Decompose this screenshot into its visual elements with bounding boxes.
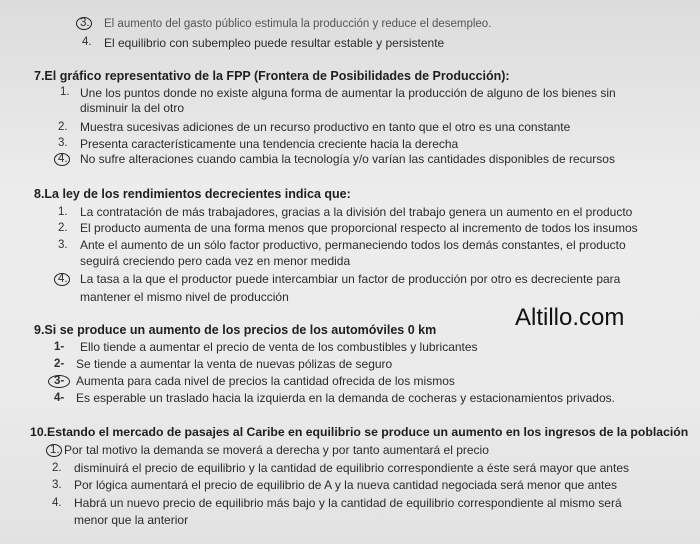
item-text: Por tal motivo la demanda se moverá a derecha y por tanto aumentará el precio [64,443,489,457]
item-text: El equilibrio con subempleo puede resultar estable y persistente [104,36,445,50]
item-number: 3. [58,137,68,149]
item-text-continued: mantener el mismo nivel de producción [80,290,289,304]
question-9-title: 9.Si se produce un aumento de los precios de los automóviles 0 km [34,323,437,337]
question-8-title: 8.La ley de los rendimientos decrecientes indica que: [34,187,351,201]
item-number: 1- [54,341,65,353]
item-number: 3. [80,17,90,29]
item-text: La contratación de más trabajadores, gracias a la división del trabajo genera un aumento en el producto [80,205,633,219]
item-number: 3- [54,375,65,387]
item-number: 4. [82,36,92,48]
item-text-continued: seguirá creciendo pero cada vez en menor medida [80,254,351,268]
item-text: La tasa a la que el productor puede intercambiar un factor de producción por otro es decreciente para [80,272,621,286]
item-text: No sufre alteraciones cuando cambia la tecnología y/o varían las cantidades disponibles de recursos [80,152,615,166]
item-text: El producto aumenta de una forma menos que proporcional respecto al incremento de todos los insumos [80,221,638,235]
item-number: 4- [54,392,65,404]
item-text: Habrá un nuevo precio de equilibrio más bajo y la cantidad de equilibrio correspondiente al mismo será [74,496,622,510]
item-text: Presenta característicamente una tendencia creciente hacia la derecha [80,137,459,151]
item-number: 2. [52,462,62,474]
item-text-continued: menor que la anterior [74,513,189,527]
item-text: Muestra sucesivas adiciones de un recurso productivo en tanto que el otro es una constante [80,120,571,134]
item-text: Ello tiende a aumentar el precio de venta de los combustibles y lubricantes [80,340,478,354]
item-text-continued: disminuir la del otro [80,101,185,115]
item-number: 4. [58,153,68,165]
item-text: El aumento del gasto público estimula la producción y reduce el desempleo. [104,18,492,30]
item-number: 2. [58,121,68,133]
item-number: 1. [60,86,70,98]
item-number: 2. [58,222,68,234]
item-text: Por lógica aumentará el precio de equilibrio de A y la nueva cantidad negociada será menor que antes [74,478,618,492]
item-text: Ante el aumento de un sólo factor productivo, permaneciendo todos los demás constantes, el producto [80,238,626,252]
item-number: 1. [58,206,68,218]
item-number: 2- [54,358,65,370]
item-text: disminuirá el precio de equilibrio y la cantidad de equilibrio correspondiente a éste será mayor que antes [74,461,629,475]
item-number: 4. [52,497,62,509]
item-number: 1. [50,444,60,456]
watermark-logo: Altillo.com [515,304,625,331]
question-7-title: 7.El gráfico representativo de la FPP (Frontera de Posibilidades de Producción): [34,69,510,83]
item-text: Aumenta para cada nivel de precios la cantidad ofrecida de los mismos [76,374,455,388]
item-number: 3. [52,479,62,491]
item-text: Es esperable un traslado hacia la izquierda en la demanda de cocheras y estacionamientos privados. [76,391,615,405]
item-text: Se tiende a aumentar la venta de nuevas pólizas de seguro [76,357,393,371]
item-text: Une los puntos donde no existe alguna forma de aumentar la producción de alguno de los bienes sin [80,86,616,100]
question-10-title: 10.Estando el mercado de pasajes al Caribe en equilibrio se produce un aumento en los ingresos de la población [30,425,689,439]
item-number: 3. [58,239,68,251]
item-number: 4. [58,273,68,285]
